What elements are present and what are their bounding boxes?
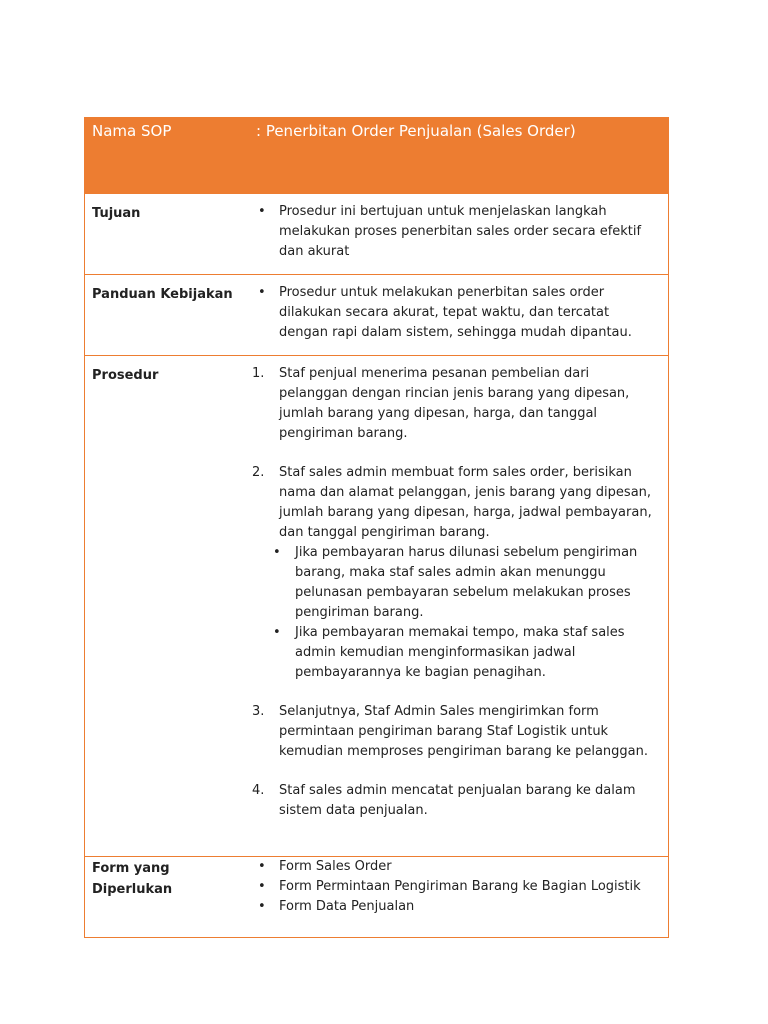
prosedur-row: [85, 355, 668, 856]
step-sub-list: [279, 543, 660, 683]
header-value: : Penerbitan Order Penjualan (Sales Order): [256, 122, 576, 140]
panduan-label: Panduan Kebijakan: [92, 287, 233, 302]
form-bullet: • Form Permintaan Pengiriman Barang ke Bagian Logistik: [249, 877, 660, 897]
step-number: 1.: [252, 366, 265, 381]
prosedur-label: Prosedur: [92, 368, 159, 383]
prosedur-step: [249, 781, 660, 821]
tujuan-content: [249, 194, 668, 274]
tujuan-row: [85, 193, 668, 274]
step-sub-bullet: • Jika pembayaran memakai tempo, maka staf sales admin kemudian menginformasikan jadwal pembayarannya ke bagian penagihan.: [249, 623, 660, 683]
prosedur-step: [249, 702, 660, 762]
tujuan-bullet: • Prosedur ini bertujuan untuk menjelaskan langkah melakukan proses penerbitan sales order secara efektif dan akurat: [249, 202, 660, 262]
prosedur-content: [249, 356, 668, 856]
step-text: Selanjutnya, Staf Admin Sales mengirimkan form permintaan pengiriman barang Staf Logistik untuk kemudian memproses pengiriman barang ke pelanggan.: [279, 704, 649, 759]
step-number: 2.: [252, 465, 265, 480]
step-text: Staf penjual menerima pesanan pembelian dari pelanggan dengan rincian jenis barang yang dipesan, jumlah barang yang dipesan, harga, dan tanggal pengiriman barang.: [279, 366, 630, 441]
form-content: [249, 857, 668, 937]
prosedur-step: [249, 364, 660, 444]
prosedur-step: [249, 463, 660, 683]
panduan-bullet: • Prosedur untuk melakukan penerbitan sales order dilakukan secara akurat, tepat waktu, dan tercatat dengan rapi dalam sistem, sehingga mudah dipantau.: [249, 283, 660, 343]
header-label: Nama SOP: [92, 122, 172, 140]
form-bullet: • Form Data Penjualan: [249, 897, 660, 917]
sop-table: [84, 117, 669, 938]
panduan-row: [85, 274, 668, 355]
step-text: Staf sales admin membuat form sales order, berisikan nama dan alamat pelanggan, jenis barang yang dipesan, jumlah barang yang dipesan, harga, jadwal pembayaran, dan tanggal pengiriman barang.: [279, 465, 652, 540]
form-bullet: • Form Sales Order: [249, 857, 660, 877]
step-sub-bullet: • Jika pembayaran harus dilunasi sebelum pengiriman barang, maka staf sales admin akan menunggu pelunasan pembayaran sebelum melakukan proses pengiriman barang.: [249, 543, 660, 623]
tujuan-label: Tujuan: [92, 206, 141, 221]
header-row: [85, 118, 668, 193]
panduan-content: [249, 275, 668, 355]
step-number: 4.: [252, 783, 265, 798]
step-number: 3.: [252, 704, 265, 719]
form-row: [85, 856, 668, 937]
step-text: Staf sales admin mencatat penjualan barang ke dalam sistem data penjualan.: [279, 783, 636, 818]
form-label: Form yang Diperlukan: [92, 861, 173, 897]
